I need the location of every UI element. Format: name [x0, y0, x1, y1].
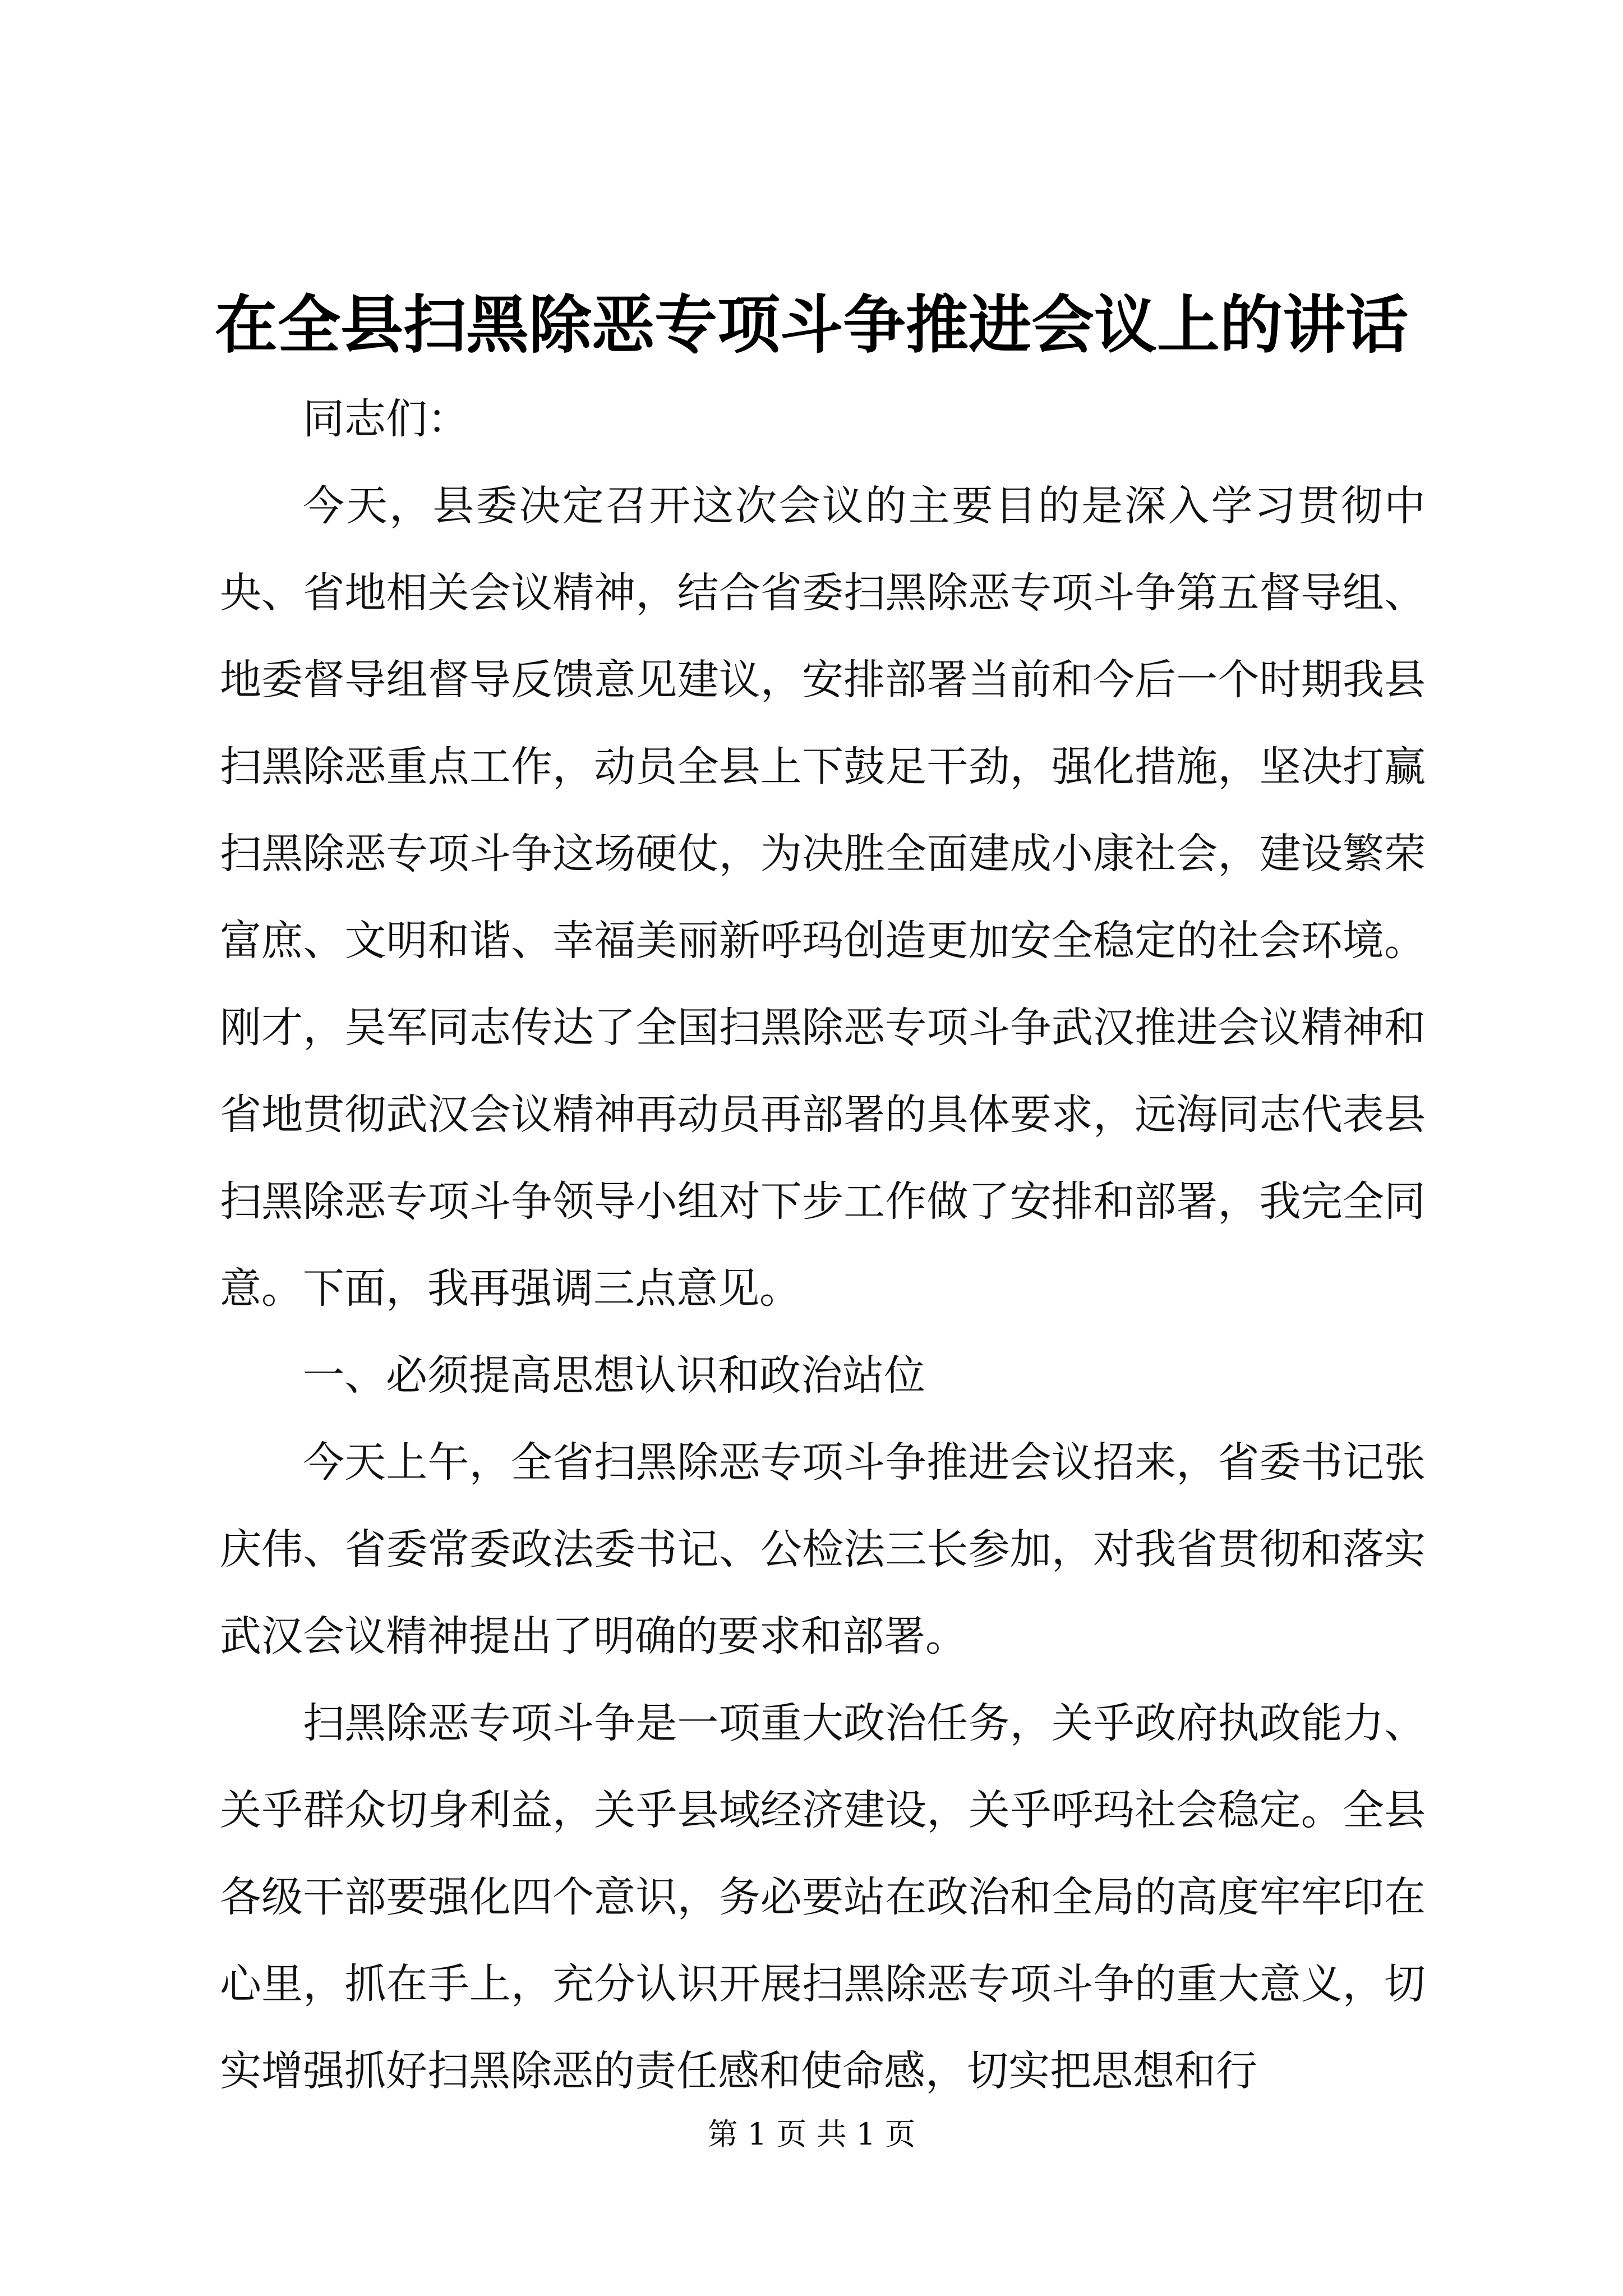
body-paragraph: 今天，县委决定召开这次会议的主要目的是深入学习贯彻中央、省地相关会议精神，结合省委扫黑除恶专项斗争第五督导组、地委督导组督导反馈意见建议，安排部署当前和今后一个时期我县扫黑除恶重点工作，动员全县上下鼓足干劲，强化措施，坚决打赢扫黑除恶专项斗争这场硬仗，为决胜全面建成小康社会，建设繁荣富庶、文明和谐、幸福美丽新呼玛创造更加安全稳定的社会环境。刚才，吴军同志传达了全国扫黑除恶专项斗争武汉推进会议精神和省地贯彻武汉会议精神再动员再部署的具体要求，远海同志代表县扫黑除恶专项斗争领导小组对下步工作做了安排和部署，我完全同意。下面，我再强调三点意见。: [220, 482, 1426, 1313]
document-title: 在全县扫黑除恶专项斗争推进会议上的讲话: [215, 288, 1408, 362]
section-heading: 一、必须提高思想认识和政治站位: [303, 1351, 925, 1400]
body-paragraph: 今天上午，全省扫黑除恶专项斗争推进会议招来，省委书记张庆伟、省委常委政法委书记、公检法三长参加，对我省贯彻和落实武汉会议精神提出了明确的要求和部署。: [220, 1438, 1426, 1660]
body-paragraph: 扫黑除恶专项斗争是一项重大政治任务，关乎政府执政能力、关乎群众切身利益，关乎县域经济建设，关乎呼玛社会稳定。全县各级干部要强化四个意识，务必要站在政治和全局的高度牢牢印在心里，抓在手上，充分认识开展扫黑除恶专项斗争的重大意义，切实增强抓好扫黑除恶的责任感和使命感，切实把思想和行: [220, 1699, 1426, 2095]
salutation-paragraph: 同志们：: [303, 395, 469, 443]
page-number-footer: 第 1 页 共 1 页: [707, 2116, 916, 2152]
document-body: [220, 376, 1426, 2115]
